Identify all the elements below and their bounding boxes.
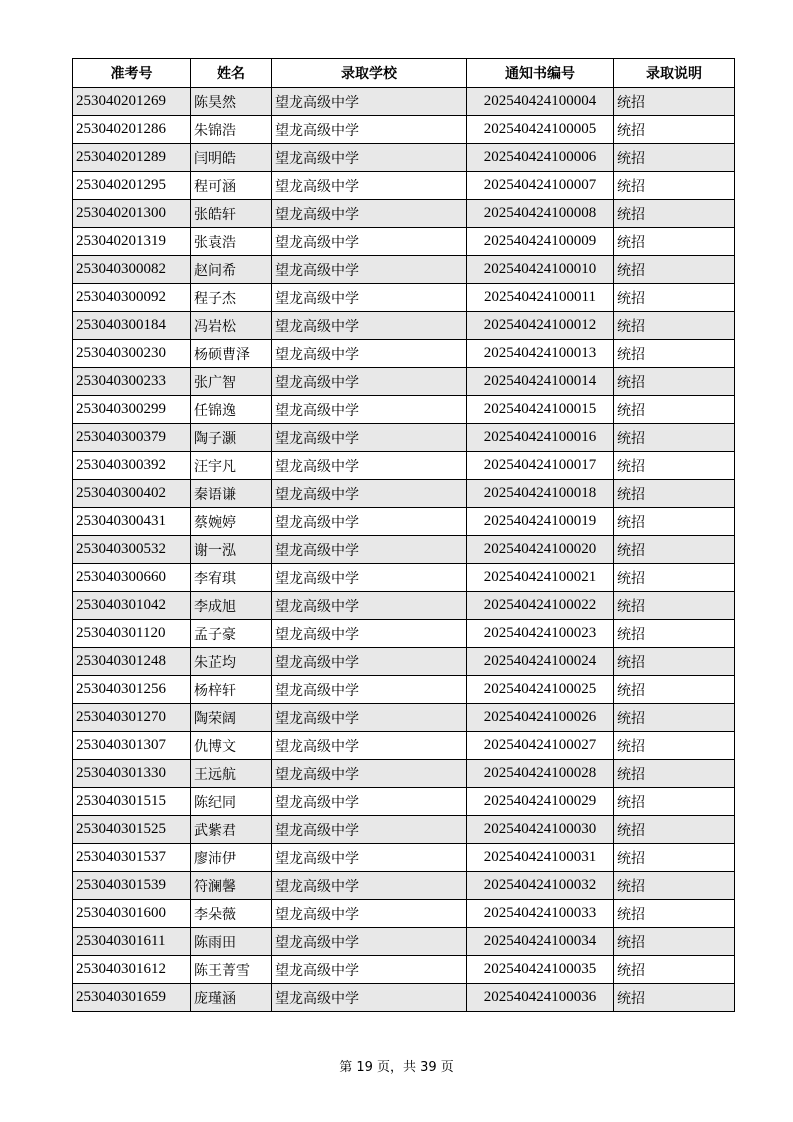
- cell-school: 望龙高级中学: [272, 704, 467, 732]
- cell-school: 望龙高级中学: [272, 284, 467, 312]
- cell-school: 望龙高级中学: [272, 592, 467, 620]
- cell-admission-note: 统招: [614, 340, 735, 368]
- header-admission-note: 录取说明: [614, 59, 735, 88]
- cell-admission-note: 统招: [614, 536, 735, 564]
- cell-notice-number: 202540424100014: [467, 368, 614, 396]
- cell-admission-note: 统招: [614, 732, 735, 760]
- cell-notice-number: 202540424100016: [467, 424, 614, 452]
- cell-admission-note: 统招: [614, 844, 735, 872]
- cell-name: 陈王菁雪: [191, 956, 272, 984]
- table-row: [73, 228, 735, 256]
- page-number: 第 19 页，共 39 页: [339, 1060, 454, 1075]
- table-row: [73, 256, 735, 284]
- cell-admission-note: 统招: [614, 424, 735, 452]
- cell-name: 李宥琪: [191, 564, 272, 592]
- cell-notice-number: 202540424100033: [467, 900, 614, 928]
- cell-exam-number: 253040301600: [73, 900, 191, 928]
- cell-admission-note: 统招: [614, 788, 735, 816]
- cell-exam-number: 253040300230: [73, 340, 191, 368]
- cell-notice-number: 202540424100015: [467, 396, 614, 424]
- cell-school: 望龙高级中学: [272, 984, 467, 1012]
- cell-exam-number: 253040301611: [73, 928, 191, 956]
- table-row: [73, 956, 735, 984]
- cell-notice-number: 202540424100006: [467, 144, 614, 172]
- cell-school: 望龙高级中学: [272, 368, 467, 396]
- cell-notice-number: 202540424100018: [467, 480, 614, 508]
- cell-notice-number: 202540424100024: [467, 648, 614, 676]
- table-row: [73, 200, 735, 228]
- cell-notice-number: 202540424100036: [467, 984, 614, 1012]
- cell-notice-number: 202540424100022: [467, 592, 614, 620]
- cell-name: 陶荣阔: [191, 704, 272, 732]
- cell-name: 陈雨田: [191, 928, 272, 956]
- cell-name: 蔡婉婷: [191, 508, 272, 536]
- cell-school: 望龙高级中学: [272, 956, 467, 984]
- cell-name: 任锦逸: [191, 396, 272, 424]
- cell-notice-number: 202540424100029: [467, 788, 614, 816]
- cell-name: 杨硕曹泽: [191, 340, 272, 368]
- cell-name: 仇博文: [191, 732, 272, 760]
- cell-admission-note: 统招: [614, 676, 735, 704]
- cell-exam-number: 253040300431: [73, 508, 191, 536]
- cell-school: 望龙高级中学: [272, 144, 467, 172]
- table-row: [73, 648, 735, 676]
- cell-name: 杨梓轩: [191, 676, 272, 704]
- table-row: [73, 900, 735, 928]
- cell-school: 望龙高级中学: [272, 536, 467, 564]
- cell-notice-number: 202540424100013: [467, 340, 614, 368]
- cell-school: 望龙高级中学: [272, 200, 467, 228]
- cell-notice-number: 202540424100026: [467, 704, 614, 732]
- cell-admission-note: 统招: [614, 508, 735, 536]
- cell-school: 望龙高级中学: [272, 732, 467, 760]
- cell-admission-note: 统招: [614, 172, 735, 200]
- cell-exam-number: 253040300660: [73, 564, 191, 592]
- cell-name: 王远航: [191, 760, 272, 788]
- table-row: [73, 984, 735, 1012]
- cell-name: 陶子灏: [191, 424, 272, 452]
- table-row: [73, 760, 735, 788]
- cell-school: 望龙高级中学: [272, 900, 467, 928]
- cell-exam-number: 253040301270: [73, 704, 191, 732]
- cell-name: 陈纪同: [191, 788, 272, 816]
- cell-admission-note: 统招: [614, 312, 735, 340]
- cell-name: 张广智: [191, 368, 272, 396]
- cell-school: 望龙高级中学: [272, 620, 467, 648]
- cell-exam-number: 253040301042: [73, 592, 191, 620]
- table-row: [73, 172, 735, 200]
- cell-exam-number: 253040300092: [73, 284, 191, 312]
- cell-school: 望龙高级中学: [272, 396, 467, 424]
- cell-admission-note: 统招: [614, 396, 735, 424]
- cell-school: 望龙高级中学: [272, 256, 467, 284]
- cell-exam-number: 253040201289: [73, 144, 191, 172]
- cell-exam-number: 253040300532: [73, 536, 191, 564]
- cell-notice-number: 202540424100009: [467, 228, 614, 256]
- cell-school: 望龙高级中学: [272, 508, 467, 536]
- cell-school: 望龙高级中学: [272, 872, 467, 900]
- cell-notice-number: 202540424100004: [467, 88, 614, 116]
- cell-name: 庞瑾涵: [191, 984, 272, 1012]
- table-body: [73, 88, 735, 1012]
- cell-admission-note: 统招: [614, 144, 735, 172]
- table-row: [73, 284, 735, 312]
- cell-admission-note: 统招: [614, 480, 735, 508]
- cell-admission-note: 统招: [614, 452, 735, 480]
- table-row: [73, 676, 735, 704]
- cell-exam-number: 253040300082: [73, 256, 191, 284]
- cell-name: 李朵薇: [191, 900, 272, 928]
- cell-exam-number: 253040201300: [73, 200, 191, 228]
- cell-notice-number: 202540424100019: [467, 508, 614, 536]
- table-row: [73, 620, 735, 648]
- cell-exam-number: 253040301248: [73, 648, 191, 676]
- cell-notice-number: 202540424100021: [467, 564, 614, 592]
- cell-name: 符澜馨: [191, 872, 272, 900]
- cell-notice-number: 202540424100012: [467, 312, 614, 340]
- cell-school: 望龙高级中学: [272, 424, 467, 452]
- table-row: [73, 312, 735, 340]
- admission-table: [72, 58, 735, 1012]
- cell-admission-note: 统招: [614, 648, 735, 676]
- cell-school: 望龙高级中学: [272, 676, 467, 704]
- cell-admission-note: 统招: [614, 704, 735, 732]
- cell-admission-note: 统招: [614, 88, 735, 116]
- cell-admission-note: 统招: [614, 956, 735, 984]
- cell-school: 望龙高级中学: [272, 564, 467, 592]
- table-row: [73, 536, 735, 564]
- cell-exam-number: 253040301612: [73, 956, 191, 984]
- cell-notice-number: 202540424100028: [467, 760, 614, 788]
- cell-name: 孟子豪: [191, 620, 272, 648]
- cell-notice-number: 202540424100025: [467, 676, 614, 704]
- table-row: [73, 508, 735, 536]
- table-row: [73, 480, 735, 508]
- cell-notice-number: 202540424100034: [467, 928, 614, 956]
- cell-name: 赵问希: [191, 256, 272, 284]
- cell-school: 望龙高级中学: [272, 312, 467, 340]
- cell-exam-number: 253040301539: [73, 872, 191, 900]
- cell-exam-number: 253040301537: [73, 844, 191, 872]
- cell-admission-note: 统招: [614, 368, 735, 396]
- cell-school: 望龙高级中学: [272, 228, 467, 256]
- table-row: [73, 928, 735, 956]
- cell-exam-number: 253040301256: [73, 676, 191, 704]
- cell-exam-number: 253040201286: [73, 116, 191, 144]
- cell-school: 望龙高级中学: [272, 88, 467, 116]
- cell-name: 张袁浩: [191, 228, 272, 256]
- header-name: 姓名: [191, 59, 272, 88]
- cell-school: 望龙高级中学: [272, 760, 467, 788]
- cell-exam-number: 253040301330: [73, 760, 191, 788]
- cell-name: 朱芷均: [191, 648, 272, 676]
- cell-admission-note: 统招: [614, 256, 735, 284]
- table-row: [73, 564, 735, 592]
- cell-name: 谢一泓: [191, 536, 272, 564]
- cell-name: 朱锦浩: [191, 116, 272, 144]
- table-row: [73, 788, 735, 816]
- table-row: [73, 144, 735, 172]
- cell-school: 望龙高级中学: [272, 172, 467, 200]
- table-row: [73, 396, 735, 424]
- cell-exam-number: 253040201319: [73, 228, 191, 256]
- cell-name: 程可涵: [191, 172, 272, 200]
- table-row: [73, 732, 735, 760]
- cell-admission-note: 统招: [614, 816, 735, 844]
- cell-exam-number: 253040301525: [73, 816, 191, 844]
- table-row: [73, 592, 735, 620]
- cell-exam-number: 253040301307: [73, 732, 191, 760]
- cell-name: 李成旭: [191, 592, 272, 620]
- cell-notice-number: 202540424100011: [467, 284, 614, 312]
- cell-school: 望龙高级中学: [272, 480, 467, 508]
- table-row: [73, 116, 735, 144]
- header-notice-number: 通知书编号: [467, 59, 614, 88]
- table-row: [73, 704, 735, 732]
- cell-notice-number: 202540424100027: [467, 732, 614, 760]
- cell-notice-number: 202540424100031: [467, 844, 614, 872]
- cell-admission-note: 统招: [614, 760, 735, 788]
- table-row: [73, 452, 735, 480]
- cell-exam-number: 253040301659: [73, 984, 191, 1012]
- cell-notice-number: 202540424100023: [467, 620, 614, 648]
- cell-admission-note: 统招: [614, 900, 735, 928]
- cell-admission-note: 统招: [614, 200, 735, 228]
- cell-name: 武紫君: [191, 816, 272, 844]
- cell-admission-note: 统招: [614, 116, 735, 144]
- cell-admission-note: 统招: [614, 228, 735, 256]
- cell-exam-number: 253040201269: [73, 88, 191, 116]
- cell-notice-number: 202540424100030: [467, 816, 614, 844]
- cell-admission-note: 统招: [614, 620, 735, 648]
- cell-notice-number: 202540424100017: [467, 452, 614, 480]
- cell-admission-note: 统招: [614, 284, 735, 312]
- table-row: [73, 340, 735, 368]
- cell-admission-note: 统招: [614, 984, 735, 1012]
- cell-name: 冯岩松: [191, 312, 272, 340]
- cell-exam-number: 253040300233: [73, 368, 191, 396]
- cell-name: 闫明皓: [191, 144, 272, 172]
- cell-notice-number: 202540424100035: [467, 956, 614, 984]
- header-exam-number: 准考号: [73, 59, 191, 88]
- cell-notice-number: 202540424100010: [467, 256, 614, 284]
- cell-notice-number: 202540424100007: [467, 172, 614, 200]
- cell-name: 程子杰: [191, 284, 272, 312]
- table-row: [73, 844, 735, 872]
- cell-exam-number: 253040201295: [73, 172, 191, 200]
- table-row: [73, 816, 735, 844]
- header-school: 录取学校: [272, 59, 467, 88]
- cell-school: 望龙高级中学: [272, 844, 467, 872]
- cell-name: 廖沛伊: [191, 844, 272, 872]
- cell-exam-number: 253040300184: [73, 312, 191, 340]
- admission-table-container: [72, 58, 734, 1012]
- cell-exam-number: 253040301120: [73, 620, 191, 648]
- cell-school: 望龙高级中学: [272, 788, 467, 816]
- cell-name: 陈昊然: [191, 88, 272, 116]
- table-header-row: [73, 59, 735, 88]
- cell-school: 望龙高级中学: [272, 340, 467, 368]
- cell-notice-number: 202540424100008: [467, 200, 614, 228]
- cell-school: 望龙高级中学: [272, 816, 467, 844]
- table-row: [73, 368, 735, 396]
- table-row: [73, 424, 735, 452]
- cell-admission-note: 统招: [614, 928, 735, 956]
- cell-exam-number: 253040300379: [73, 424, 191, 452]
- cell-exam-number: 253040300299: [73, 396, 191, 424]
- cell-name: 张皓轩: [191, 200, 272, 228]
- cell-school: 望龙高级中学: [272, 116, 467, 144]
- cell-name: 汪宇凡: [191, 452, 272, 480]
- cell-school: 望龙高级中学: [272, 928, 467, 956]
- cell-admission-note: 统招: [614, 872, 735, 900]
- cell-admission-note: 统招: [614, 592, 735, 620]
- table-row: [73, 88, 735, 116]
- cell-exam-number: 253040300392: [73, 452, 191, 480]
- cell-name: 秦语谦: [191, 480, 272, 508]
- table-row: [73, 872, 735, 900]
- cell-school: 望龙高级中学: [272, 648, 467, 676]
- cell-notice-number: 202540424100020: [467, 536, 614, 564]
- cell-notice-number: 202540424100005: [467, 116, 614, 144]
- cell-exam-number: 253040300402: [73, 480, 191, 508]
- cell-exam-number: 253040301515: [73, 788, 191, 816]
- cell-school: 望龙高级中学: [272, 452, 467, 480]
- cell-notice-number: 202540424100032: [467, 872, 614, 900]
- cell-admission-note: 统招: [614, 564, 735, 592]
